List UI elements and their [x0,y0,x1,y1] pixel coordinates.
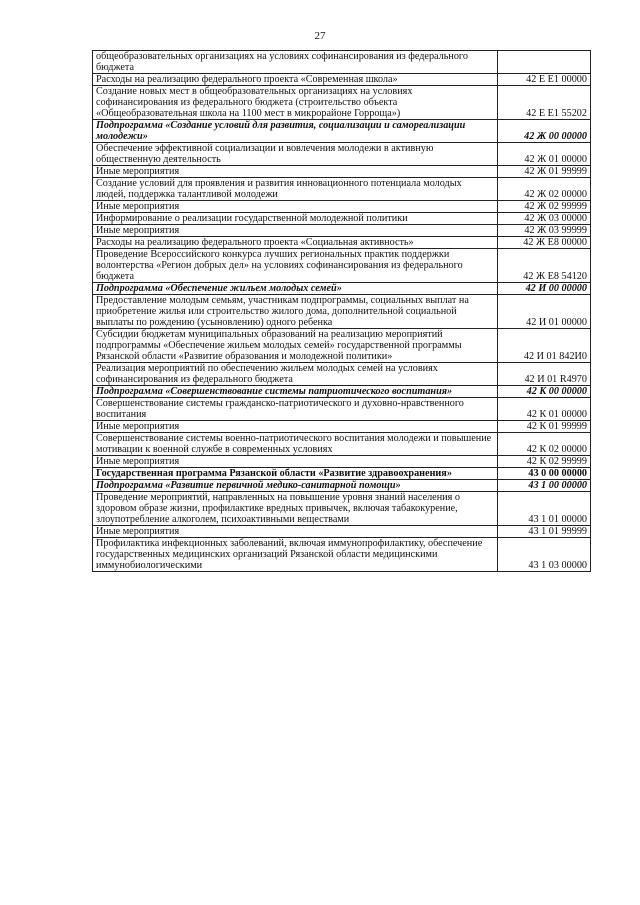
expense-name-cell: Иные мероприятия [93,456,498,468]
target-code-cell: 42 Ж 02 00000 [498,178,591,201]
expense-name-cell: Реализация мероприятий по обеспечению жильем молодых семей на условиях софинансирования из федерального бюджета [93,363,498,386]
target-code-cell: 42 И 01 00000 [498,295,591,329]
target-code-cell: 42 Ж 03 00000 [498,213,591,225]
expense-name-cell: Подпрограмма «Обеспечение жильем молодых семей» [93,283,498,295]
table-row [93,74,591,86]
target-code-cell: 43 1 03 00000 [498,538,591,572]
subprogram-row [93,120,591,143]
table-row [93,363,591,386]
target-code-cell: 42 Е Е1 55202 [498,86,591,120]
expense-name-cell: Создание условий для проявления и развития инновационного потенциала молодых людей, поддержка талантливой молодежи [93,178,498,201]
table-row [93,143,591,166]
table-row [93,86,591,120]
target-code-cell: 42 К 01 99999 [498,421,591,433]
target-code-cell: 42 Ж Е8 54120 [498,249,591,283]
target-code-cell: 42 К 02 00000 [498,433,591,456]
expense-name-cell: Обеспечение эффективной социализации и вовлечения молодежи в активную общественную деятельность [93,143,498,166]
target-code-cell: 43 0 00 00000 [498,468,591,480]
target-code-cell: 42 К 01 00000 [498,398,591,421]
table-row [93,166,591,178]
table-row [93,51,591,74]
target-code-cell: 43 1 01 99999 [498,526,591,538]
target-code-cell: 42 Ж 01 99999 [498,166,591,178]
table-row [93,213,591,225]
expense-name-cell: Предоставление молодым семьям, участникам подпрограммы, социальных выплат на приобретение жилья или строительство жилого дома, дополнительной социальной выплаты по рождению (усыновлению) одного ребенка [93,295,498,329]
table-row [93,398,591,421]
expense-name-cell: Подпрограмма «Создание условий для развития, социализации и самореализации молодежи» [93,120,498,143]
target-code-cell: 42 Е Е1 00000 [498,74,591,86]
table-row [93,237,591,249]
table-row [93,421,591,433]
target-code-cell: 42 Ж 01 00000 [498,143,591,166]
target-code-cell: 42 И 01 842И0 [498,329,591,363]
expense-name-cell: Подпрограмма «Развитие первичной медико-санитарной помощи» [93,480,498,492]
program-row [93,468,591,480]
table-row [93,538,591,572]
table-row [93,433,591,456]
table-row [93,456,591,468]
expense-name-cell: Расходы на реализацию федерального проекта «Современная школа» [93,74,498,86]
table-row [93,492,591,526]
target-code-cell: 42 И 00 00000 [498,283,591,295]
expense-name-cell: Расходы на реализацию федерального проекта «Социальная активность» [93,237,498,249]
expense-name-cell: Проведение Всероссийского конкурса лучших региональных практик поддержки волонтерства «Регион добрых дел» на условиях софинансирования из федерального бюджета [93,249,498,283]
table-row [93,201,591,213]
expense-name-cell: Информирование о реализации государственной молодежной политики [93,213,498,225]
page-number: 27 [314,30,326,42]
target-code-cell: 42 Ж 03 99999 [498,225,591,237]
table-row [93,225,591,237]
expense-name-cell: Создание новых мест в общеобразовательных организациях на условиях софинансирования из федерального бюджета (строительство объекта «Общеобразовательная школа на 1100 мест в микрорайоне Горроща») [93,86,498,120]
target-code-cell: 42 Ж 00 00000 [498,120,591,143]
table-row [93,329,591,363]
expense-name-cell: Иные мероприятия [93,225,498,237]
subprogram-row [93,386,591,398]
expense-name-cell: Иные мероприятия [93,526,498,538]
target-code-cell: 42 Ж 02 99999 [498,201,591,213]
expense-name-cell: Проведение мероприятий, направленных на повышение уровня знаний населения о здоровом образе жизни, профилактике вредных привычек, включая табакокурение, злоупотребление алкоголем, психоактивными веществами [93,492,498,526]
target-code-cell: 42 К 00 00000 [498,386,591,398]
expense-name-cell: Профилактика инфекционных заболеваний, включая иммунопрофилактику, обеспечение государственных медицинских организаций Рязанской области медицинскими иммунобиологическими [93,538,498,572]
target-code-cell: 42 Ж Е8 00000 [498,237,591,249]
table-row [93,526,591,538]
expense-name-cell: Подпрограмма «Совершенствование системы патриотического воспитания» [93,386,498,398]
budget-classification-table [92,50,591,572]
expense-name-cell: общеобразовательных организациях на условиях софинансирования из федерального бюджета [93,51,498,74]
target-code-cell: 42 К 02 99999 [498,456,591,468]
target-code-cell: 43 1 01 00000 [498,492,591,526]
subprogram-row [93,283,591,295]
expense-name-cell: Иные мероприятия [93,421,498,433]
expense-name-cell: Иные мероприятия [93,166,498,178]
table-row [93,295,591,329]
subprogram-row [93,480,591,492]
expense-name-cell: Иные мероприятия [93,201,498,213]
expense-name-cell: Совершенствование системы военно-патриотического воспитания молодежи и повышение мотивации к военной службе в современных условиях [93,433,498,456]
target-code-cell [498,51,591,74]
expense-name-cell: Совершенствование системы гражданско-патриотического и духовно-нравственного воспитания [93,398,498,421]
target-code-cell: 43 1 00 00000 [498,480,591,492]
expense-name-cell: Субсидии бюджетам муниципальных образований на реализацию мероприятий подпрограммы «Обеспечение жильем молодых семей» государственной программы Рязанской области «Развитие образования и молодежной политики» [93,329,498,363]
table-row [93,178,591,201]
expense-name-cell: Государственная программа Рязанской области «Развитие здравоохранения» [93,468,498,480]
table-row [93,249,591,283]
target-code-cell: 42 И 01 R4970 [498,363,591,386]
